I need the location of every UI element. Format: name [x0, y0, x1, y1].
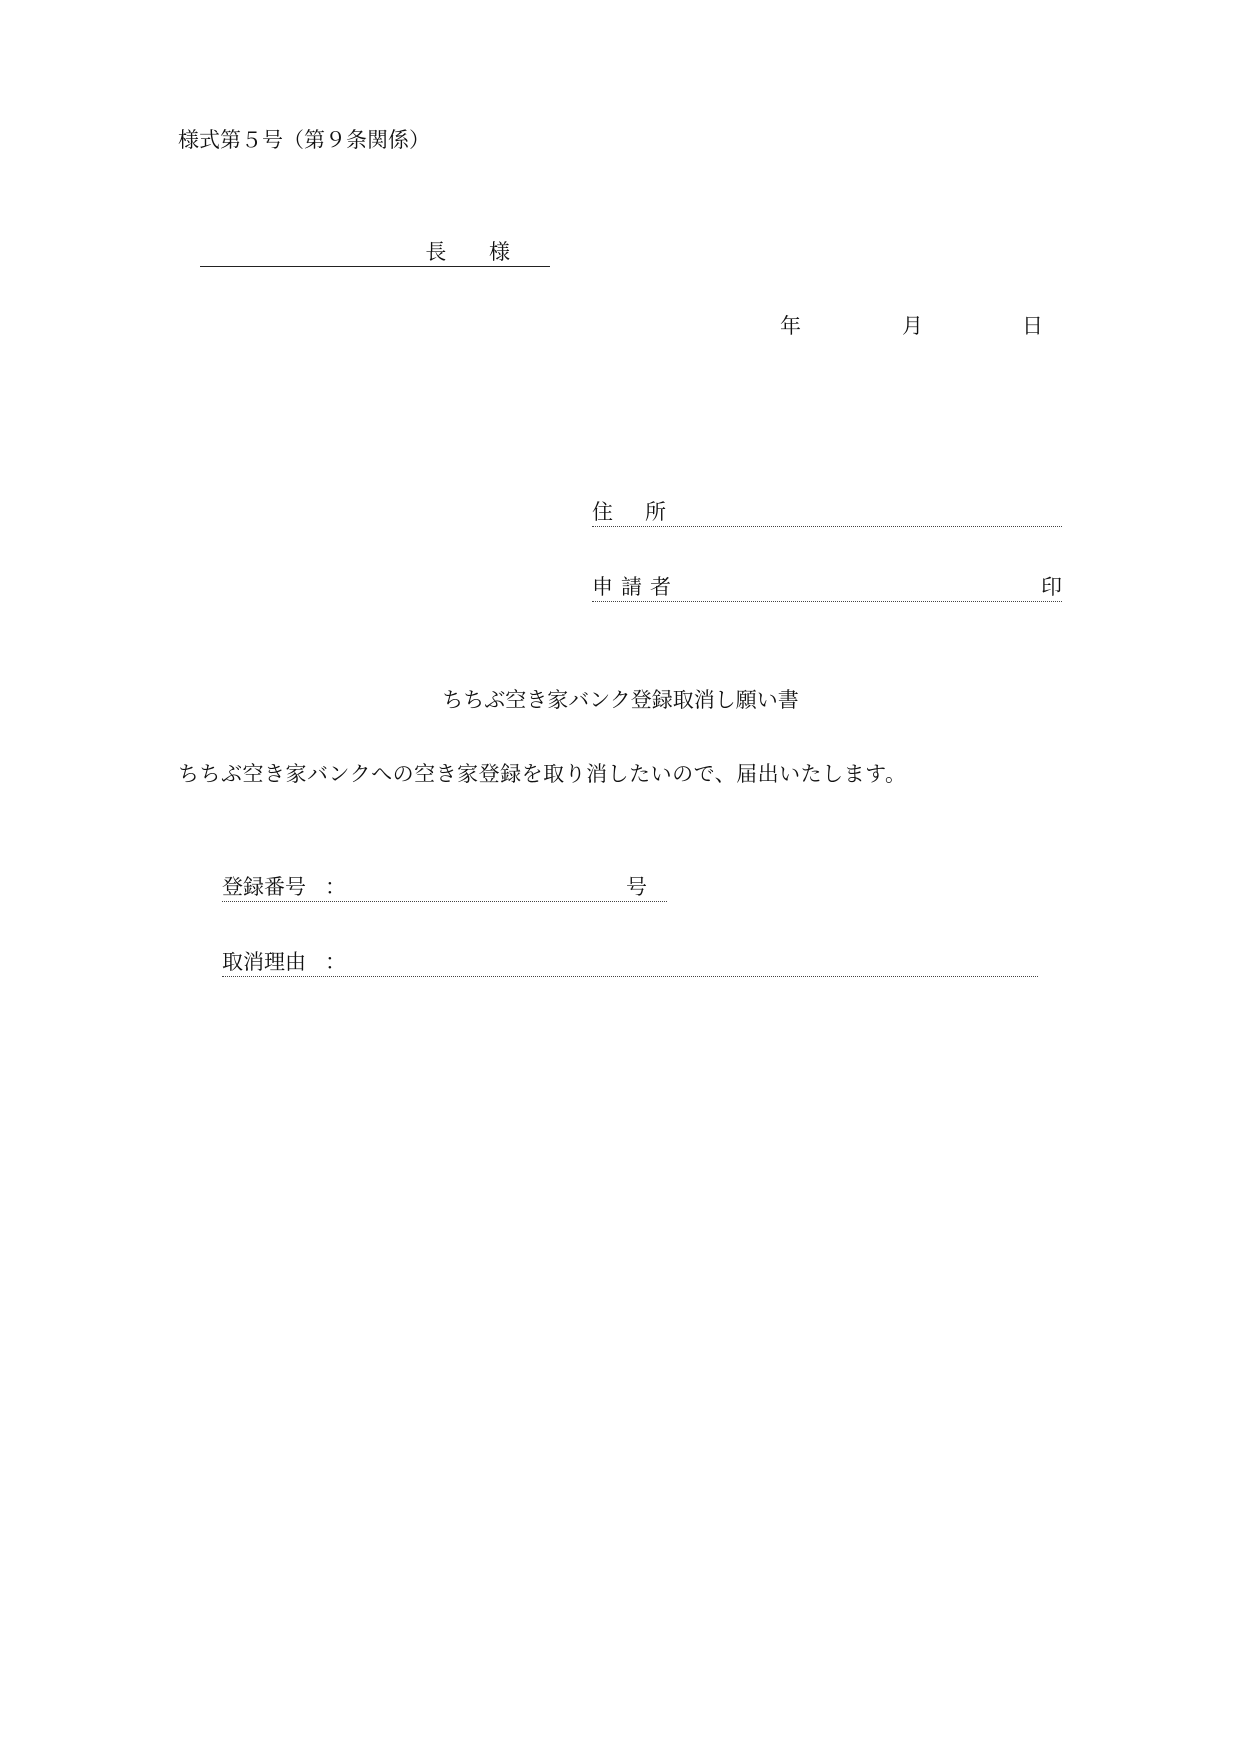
- applicant-name-field[interactable]: [592, 571, 1062, 602]
- date-month-label: 月: [902, 314, 923, 338]
- registration-number-label: 登録番号: [222, 875, 306, 899]
- cancellation-reason-colon: ：: [325, 950, 346, 974]
- body-text: ちちぶ空き家バンクへの空き家登録を取り消したいので、届出いたします。: [178, 762, 907, 786]
- seal-mark: 印: [1041, 575, 1062, 599]
- registration-number-colon: ：: [325, 875, 346, 899]
- registration-number-field[interactable]: [222, 871, 667, 902]
- applicant-address-field[interactable]: [592, 496, 1062, 527]
- date-year-label: 年: [780, 314, 801, 338]
- cancellation-reason-field[interactable]: [222, 946, 1038, 977]
- address-label: 住所: [592, 500, 698, 524]
- cancellation-reason-label: 取消理由: [222, 950, 306, 974]
- addressee-suffix: 長 様: [425, 240, 528, 264]
- form-number: 様式第５号（第９条関係）: [178, 128, 430, 152]
- document-title: ちちぶ空き家バンク登録取消し願い書: [442, 688, 799, 712]
- addressee-line[interactable]: [200, 236, 550, 267]
- registration-number-unit: 号: [626, 875, 647, 899]
- applicant-label: 申請者: [592, 575, 679, 599]
- date-day-label: 日: [1022, 314, 1043, 338]
